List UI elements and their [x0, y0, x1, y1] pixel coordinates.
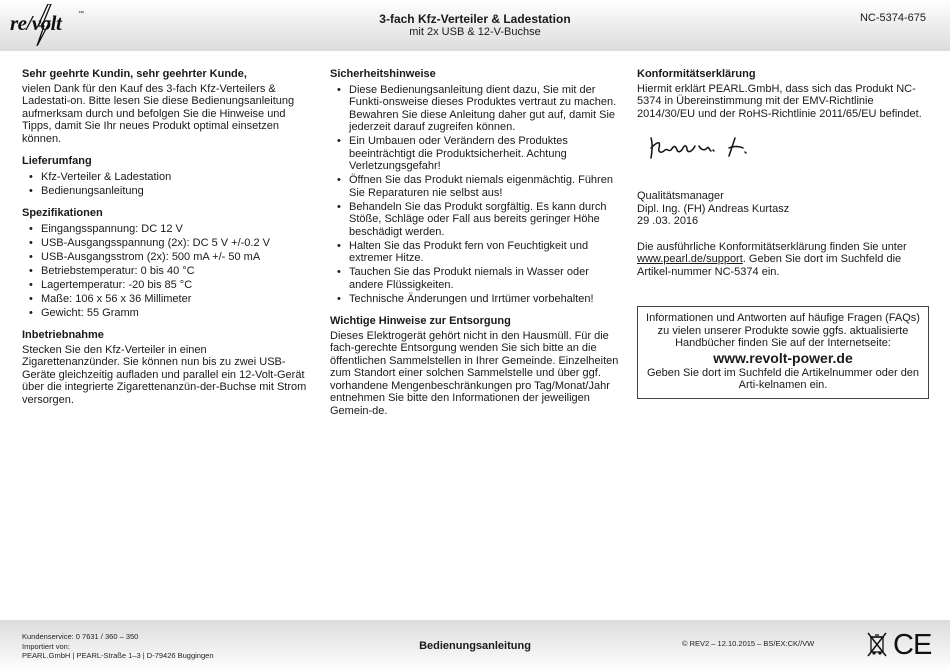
- list-item: • Gewicht: 55 Gramm: [22, 307, 307, 320]
- greeting-text: vielen Dank für den Kauf des 3-fach Kfz-Verteilers & Ladestati-on. Bitte lesen Sie diese Bedienungsanleitung aufmerksam durch und befolgen Sie die Hinweise und Tipps, damit Sie Ihr neues Produkt optimal einsetzen können.: [22, 82, 295, 145]
- info-url[interactable]: www.revolt-power.de: [713, 349, 853, 366]
- info-text-2: Geben Sie dort im Suchfeld die Artikelnummer oder den Arti-kelnamen ein.: [646, 366, 920, 391]
- setup-section: [22, 329, 307, 406]
- list-item: • Halten Sie das Produkt fern von Feuchtigkeit und extremer Hitze.: [330, 240, 621, 265]
- list-item: • USB-Ausgangsspannung (2x): DC 5 V +/-0.2 V: [22, 237, 307, 250]
- revision-text: © REV2 – 12.10.2015 – BS/EX:CK//VW: [682, 639, 815, 648]
- importer-address: PEARL.GmbH | PEARL-Straße 1–3 | D-79426 Buggingen: [22, 651, 214, 660]
- column-left: [22, 68, 307, 416]
- signer-name: Dipl. Ing. (FH) Andreas Kurtasz: [637, 202, 790, 215]
- delivery-list: [22, 171, 307, 198]
- footer-bar: [0, 620, 950, 671]
- header-bar: [0, 0, 950, 51]
- list-item: • Lagertemperatur: -20 bis 85 °C: [22, 279, 307, 292]
- column-middle: [330, 68, 621, 427]
- conformity-section: [637, 68, 929, 120]
- safety-section: [330, 68, 621, 305]
- full-declaration-pre: Die ausführliche Konformitätserklärung finden Sie unter: [637, 240, 907, 253]
- greeting-heading: Sehr geehrte Kundin, sehr geehrter Kunde,: [22, 68, 247, 80]
- list-item: • Kfz-Verteiler & Ladestation: [22, 171, 307, 184]
- disposal-text: Dieses Elektrogerät gehört nicht in den Hausmüll. Für die fach-gerechte Entsorgung wenden Sie sich bitte an die öffentlichen Sammelstellen in Ihrer Gemeinde. Einzelheiten zum Standort einer solchen Sammelstelle und über ggf. vorhandene Mengenbeschränkungen pro Tag/Monat/Jahr entnehmen Sie bitte den Informationen der jeweiligen Gemein-de.: [330, 329, 619, 417]
- delivery-section: [22, 155, 307, 197]
- disposal-heading: Wichtige Hinweise zur Entsorgung: [330, 315, 511, 327]
- importer-label: Importiert von:: [22, 641, 70, 651]
- list-item: • Ein Umbauen oder Verändern des Produktes beeinträchtigt die Produktsicherheit. Achtung Verletzungsgefahr!: [330, 135, 621, 173]
- ce-mark: CE: [893, 629, 932, 661]
- full-declaration-post: . Geben Sie dort im Suchfeld die Artikel-nummer NC-5374 ein.: [637, 253, 902, 278]
- support-link[interactable]: www.pearl.de/support: [637, 253, 743, 265]
- column-right: [637, 68, 929, 399]
- logo-trademark: ™: [78, 11, 84, 17]
- setup-heading: Inbetriebnahme: [22, 329, 104, 341]
- weee-bin-icon: [867, 632, 887, 658]
- list-item: • Technische Änderungen und Irrtümer vorbehalten!: [330, 293, 621, 306]
- disposal-section: [330, 315, 621, 417]
- setup-text: Stecken Sie den Kfz-Verteiler in einen Zigarettenanzünder. Sie können nun bis zu zwei USB-Geräte gleichzeitig aufladen und parallel ein 12-Volt-Gerät über die integrierte Zigarettenanzün-der-Buchse mit Strom versorgen.: [22, 343, 307, 406]
- list-item: • Tauchen Sie das Produkt niemals in Wasser oder andere Flüssigkeiten.: [330, 266, 621, 291]
- delivery-heading: Lieferumfang: [22, 155, 92, 167]
- list-item: • Öffnen Sie das Produkt niemals eigenmächtig. Führen Sie Reparaturen nie selbst aus!: [330, 174, 621, 199]
- safety-heading: Sicherheitshinweise: [330, 68, 436, 80]
- signature-icon: [647, 130, 767, 164]
- list-item: • Diese Bedienungsanleitung dient dazu, Sie mit der Funkti-onsweise dieses Produktes vertraut zu machen. Bewahren Sie diese Anleitung daher gut auf, damit Sie jederzeit darauf zugreifen können.: [330, 84, 621, 134]
- footer-title: Bedienungsanleitung: [419, 640, 531, 652]
- conformity-text: Hiermit erklärt PEARL.GmbH, dass sich das Produkt NC-5374 in Übereinstimmung mit der EMV-Richtlinie 2014/30/EU und der RoHS-Richtlinie 2011/65/EU befindet.: [637, 82, 922, 120]
- document-title: 3-fach Kfz-Verteiler & Ladestation: [379, 12, 571, 26]
- specs-list: [22, 223, 307, 320]
- info-text: Informationen und Antworten auf häufige Fragen (FAQs) zu vielen unserer Produkte sowie ggfs. aktualisierte Handbücher finden Sie auf der Internetseite:: [646, 312, 920, 349]
- list-item: • Eingangsspannung: DC 12 V: [22, 223, 307, 236]
- specs-section: [22, 207, 307, 319]
- greeting-section: [22, 68, 307, 145]
- document-subtitle: mit 2x USB & 12-V-Buchse: [409, 26, 541, 38]
- list-item: • Behandeln Sie das Produkt sorgfältig. Es kann durch Stöße, Schläge oder Fall aus bereits geringer Höhe beschädigt werden.: [330, 201, 621, 239]
- list-item: • Betriebstemperatur: 0 bis 40 °C: [22, 265, 307, 278]
- logo-text: re/volt: [10, 11, 62, 35]
- product-code: NC-5374-675: [859, 12, 926, 24]
- info-box: [637, 306, 929, 399]
- list-item: • USB-Ausgangsstrom (2x): 500 mA +/- 50 mA: [22, 251, 307, 264]
- specs-heading: Spezifikationen: [22, 207, 103, 219]
- list-item: • Bedienungsanleitung: [22, 185, 307, 198]
- signature-image: [647, 130, 929, 164]
- signer-role: Qualitätsmanager: [637, 190, 724, 202]
- list-item: • Maße: 106 x 56 x 36 Millimeter: [22, 293, 307, 306]
- full-declaration-text: [637, 241, 929, 279]
- service-line: Kundenservice: 0 7631 / 360 – 350: [22, 632, 139, 641]
- safety-list: [330, 84, 621, 306]
- conformity-heading: Konformitätserklärung: [637, 68, 756, 80]
- signer-block: [637, 190, 929, 228]
- signer-date: 29 .03. 2016: [637, 215, 699, 227]
